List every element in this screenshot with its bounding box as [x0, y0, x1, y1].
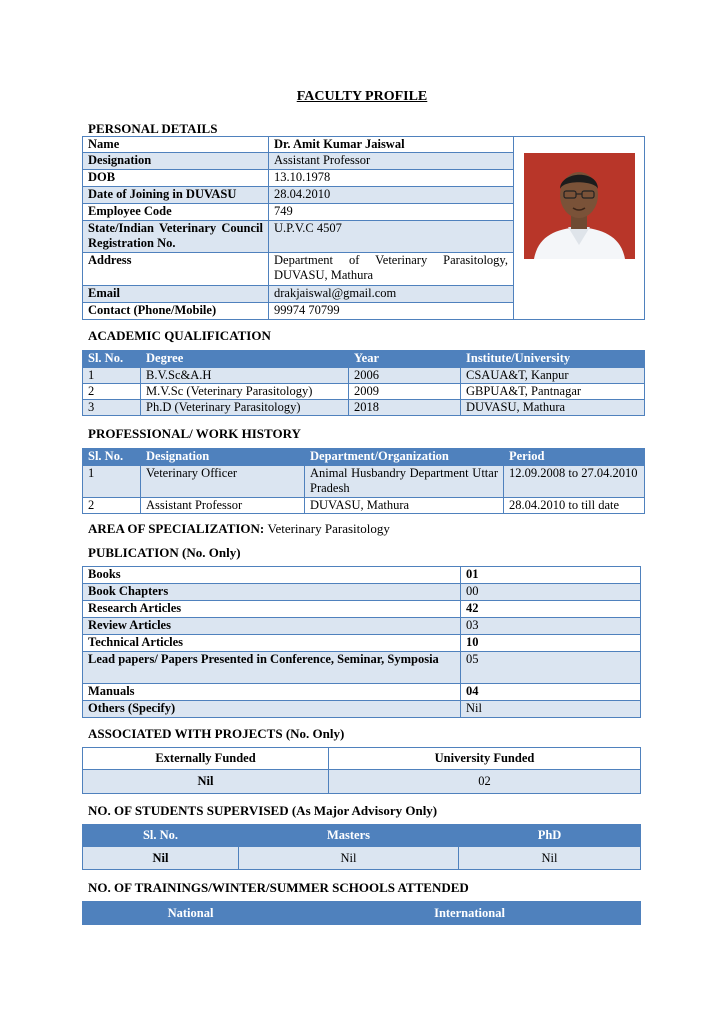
- work-cell: 12.09.2008 to 27.04.2010: [504, 466, 645, 498]
- academic-cell: 2006: [349, 368, 461, 384]
- trainings-col-national: National: [83, 902, 299, 925]
- work-col-slno: Sl. No.: [83, 449, 141, 466]
- value-contact: 99974 70799: [269, 303, 514, 320]
- pub-label: Technical Articles: [83, 635, 461, 652]
- label-address: Address: [83, 253, 269, 286]
- label-designation: Designation: [83, 153, 269, 170]
- label-contact: Contact (Phone/Mobile): [83, 303, 269, 320]
- academic-cell: DUVASU, Mathura: [461, 400, 645, 416]
- academic-table: [82, 350, 645, 416]
- value-registration: U.P.V.C 4507: [269, 221, 514, 253]
- pub-label: Review Articles: [83, 618, 461, 635]
- label-registration: State/Indian Veterinary Council Registration No.: [83, 221, 269, 253]
- work-col-department: Department/Organization: [305, 449, 504, 466]
- value-employee-code: 749: [269, 204, 514, 221]
- pub-label: Research Articles: [83, 601, 461, 618]
- academic-cell: B.V.Sc&A.H: [141, 368, 349, 384]
- work-cell: 2: [83, 498, 141, 514]
- work-cell: 28.04.2010 to till date: [504, 498, 645, 514]
- academic-cell: 3: [83, 400, 141, 416]
- label-employee-code: Employee Code: [83, 204, 269, 221]
- profile-photo: [524, 153, 635, 259]
- pub-value: 00: [461, 584, 641, 601]
- work-col-period: Period: [504, 449, 645, 466]
- pub-value: 03: [461, 618, 641, 635]
- label-joining: Date of Joining in DUVASU: [83, 187, 269, 204]
- specialization-line: [88, 521, 390, 537]
- pub-label: Books: [83, 567, 461, 584]
- students-heading: NO. OF STUDENTS SUPERVISED (As Major Advisory Only): [88, 803, 438, 818]
- work-col-designation: Designation: [141, 449, 305, 466]
- value-name: Dr. Amit Kumar Jaiswal: [269, 137, 514, 153]
- page-title: FACULTY PROFILE: [296, 89, 428, 104]
- specialization-value: Veterinary Parasitology: [267, 521, 390, 536]
- academic-cell: 2: [83, 384, 141, 400]
- work-history-table: [82, 448, 645, 514]
- label-email: Email: [83, 286, 269, 303]
- projects-value-external: Nil: [83, 770, 329, 794]
- label-dob: DOB: [83, 170, 269, 187]
- academic-col-institute: Institute/University: [461, 351, 645, 368]
- students-value-slno: Nil: [83, 847, 239, 870]
- academic-col-slno: Sl. No.: [83, 351, 141, 368]
- trainings-heading: NO. OF TRAININGS/WINTER/SUMMER SCHOOLS ATTENDED: [88, 880, 469, 895]
- value-address: Department of Veterinary Parasitology, DUVASU, Mathura: [269, 253, 514, 286]
- value-email: drakjaiswal@gmail.com: [269, 286, 514, 303]
- value-dob: 13.10.1978: [269, 170, 514, 187]
- academic-heading: ACADEMIC QUALIFICATION: [88, 328, 271, 343]
- academic-cell: Ph.D (Veterinary Parasitology): [141, 400, 349, 416]
- students-col-slno: Sl. No.: [83, 825, 239, 847]
- work-cell: Veterinary Officer: [141, 466, 305, 498]
- value-joining: 28.04.2010: [269, 187, 514, 204]
- pub-value: 42: [461, 601, 641, 618]
- projects-heading: ASSOCIATED WITH PROJECTS (No. Only): [88, 726, 345, 741]
- students-value-masters: Nil: [239, 847, 459, 870]
- pub-label: Lead papers/ Papers Presented in Conference, Seminar, Symposia: [83, 652, 461, 684]
- students-col-phd: PhD: [459, 825, 641, 847]
- students-value-phd: Nil: [459, 847, 641, 870]
- work-cell: 1: [83, 466, 141, 498]
- work-cell: DUVASU, Mathura: [305, 498, 504, 514]
- academic-cell: 2018: [349, 400, 461, 416]
- specialization-label: AREA OF SPECIALIZATION:: [88, 521, 265, 536]
- pub-label: Book Chapters: [83, 584, 461, 601]
- students-table: [82, 824, 641, 870]
- pub-label: Manuals: [83, 684, 461, 701]
- academic-col-degree: Degree: [141, 351, 349, 368]
- work-cell: Assistant Professor: [141, 498, 305, 514]
- pub-value: 04: [461, 684, 641, 701]
- publication-heading: PUBLICATION (No. Only): [88, 545, 241, 560]
- label-name: Name: [83, 137, 269, 153]
- personal-details-heading: PERSONAL DETAILS: [88, 121, 218, 136]
- pub-value: 01: [461, 567, 641, 584]
- trainings-col-international: International: [299, 902, 641, 925]
- projects-value-university: 02: [329, 770, 641, 794]
- academic-cell: 1: [83, 368, 141, 384]
- academic-col-year: Year: [349, 351, 461, 368]
- value-designation: Assistant Professor: [269, 153, 514, 170]
- profile-photo-image: [524, 153, 635, 259]
- academic-cell: GBPUA&T, Pantnagar: [461, 384, 645, 400]
- publication-table: [82, 566, 641, 718]
- work-history-heading: PROFESSIONAL/ WORK HISTORY: [88, 426, 301, 441]
- academic-cell: 2009: [349, 384, 461, 400]
- academic-cell: M.V.Sc (Veterinary Parasitology): [141, 384, 349, 400]
- trainings-table: [82, 901, 641, 925]
- work-cell: Animal Husbandry Department Uttar Pradesh: [305, 466, 504, 498]
- projects-table: [82, 747, 641, 794]
- academic-cell: CSAUA&T, Kanpur: [461, 368, 645, 384]
- projects-col-university: University Funded: [329, 748, 641, 770]
- students-col-masters: Masters: [239, 825, 459, 847]
- pub-value: Nil: [461, 701, 641, 718]
- pub-value: 05: [461, 652, 641, 684]
- pub-label: Others (Specify): [83, 701, 461, 718]
- projects-col-external: Externally Funded: [83, 748, 329, 770]
- pub-value: 10: [461, 635, 641, 652]
